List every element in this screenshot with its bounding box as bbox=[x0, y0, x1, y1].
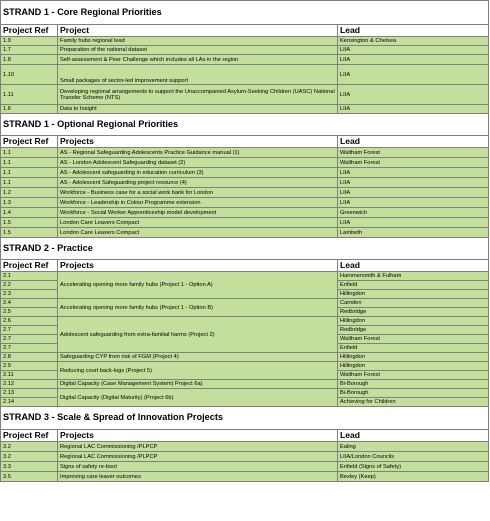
column-header-lead: Lead bbox=[338, 260, 489, 272]
cell-ref: 2.9 bbox=[1, 362, 58, 371]
cell-ref: 1.3 bbox=[1, 198, 58, 208]
cell-project: Workforce - Leadership in Colour Programme extension bbox=[58, 198, 338, 208]
cell-ref: 2.8 bbox=[1, 353, 58, 362]
cell-project: AS - London Adolescent Safeguarding dataset (2) bbox=[58, 158, 338, 168]
column-header-lead: Lead bbox=[338, 430, 489, 442]
cell-project: Safeguarding CYP from risk of FGM (Project 4) bbox=[58, 353, 338, 362]
cell-project: Digital Capacity (Digital Maturity) (Project 6b) bbox=[58, 389, 338, 407]
cell-project: Data to Insight bbox=[58, 105, 338, 114]
cell-project: Accelerating opening more family hubs (Project 1 - Option A) bbox=[58, 272, 338, 299]
cell-lead: LIIA bbox=[338, 168, 489, 178]
cell-project: Reducing court back-logs (Project 5) bbox=[58, 362, 338, 380]
cell-lead: Kensington & Chelsea bbox=[338, 37, 489, 46]
cell-lead: LIIA bbox=[338, 55, 489, 65]
cell-lead: Enfield bbox=[338, 344, 489, 353]
cell-project: Workforce - Business case for a social work bank for London bbox=[58, 188, 338, 198]
cell-ref: 2.2 bbox=[1, 281, 58, 290]
cell-lead: Bi-Borough bbox=[338, 380, 489, 389]
cell-ref: 1.1 bbox=[1, 148, 58, 158]
section-title: STRAND 1 - Core Regional Priorities bbox=[1, 1, 489, 25]
cell-lead: Camden bbox=[338, 299, 489, 308]
cell-project: Accelerating opening more family hubs (Project 1 - Option B) bbox=[58, 299, 338, 317]
column-header-projects: Projects bbox=[58, 430, 338, 442]
column-header-lead: Lead bbox=[338, 136, 489, 148]
cell-lead: LIIA bbox=[338, 85, 489, 105]
cell-project: Small packages of sector-led improvement support bbox=[58, 65, 338, 85]
cell-lead: LIIA bbox=[338, 46, 489, 55]
column-header-ref: Project Ref bbox=[1, 260, 58, 272]
cell-lead: LIIA bbox=[338, 105, 489, 114]
cell-lead: Hillingdon bbox=[338, 362, 489, 371]
cell-lead: Waltham Forest bbox=[338, 371, 489, 380]
cell-ref: 1.7 bbox=[1, 46, 58, 55]
cell-ref: 1.11 bbox=[1, 85, 58, 105]
cell-ref: 1.9 bbox=[1, 37, 58, 46]
cell-project: AS - Adolescent safeguarding in education curriculum (3) bbox=[58, 168, 338, 178]
cell-project: Developing regional arrangements to support the Unaccompanied Asylum-Seeking Children (UASC) National Transfer Scheme (NTS) bbox=[58, 85, 338, 105]
cell-ref: 1.5 bbox=[1, 218, 58, 228]
cell-lead: Hillingdon bbox=[338, 317, 489, 326]
section-title: STRAND 1 - Optional Regional Priorities bbox=[1, 114, 489, 136]
cell-project: Digital Capacity (Case Management System) Project 6a) bbox=[58, 380, 338, 389]
cell-lead: LIIA bbox=[338, 198, 489, 208]
cell-lead: Hillingdon bbox=[338, 353, 489, 362]
cell-ref: 2.7 bbox=[1, 335, 58, 344]
cell-ref: 2.14 bbox=[1, 398, 58, 407]
cell-ref: 1.4 bbox=[1, 208, 58, 218]
cell-lead: Achieving for Children bbox=[338, 398, 489, 407]
cell-lead: Bi-Borough bbox=[338, 389, 489, 398]
cell-lead: Redbridge bbox=[338, 308, 489, 317]
section-title: STRAND 2 - Practice bbox=[1, 238, 489, 260]
cell-lead: Waltham Forest bbox=[338, 148, 489, 158]
cell-lead: Greenwich bbox=[338, 208, 489, 218]
cell-ref: 1.10 bbox=[1, 65, 58, 85]
cell-ref: 1.1 bbox=[1, 168, 58, 178]
cell-ref: 2.1 bbox=[1, 272, 58, 281]
cell-ref: 1.1 bbox=[1, 178, 58, 188]
cell-ref: 2.7 bbox=[1, 326, 58, 335]
cell-lead: Hammersmith & Fulham bbox=[338, 272, 489, 281]
cell-ref: 3.3 bbox=[1, 462, 58, 472]
cell-lead: Lambeth bbox=[338, 228, 489, 238]
cell-project: Improving care leaver outcomes bbox=[58, 472, 338, 482]
cell-project: Regional LAC Commissioning /PLPCP bbox=[58, 442, 338, 452]
cell-lead: LIIA bbox=[338, 188, 489, 198]
cell-ref: 1.6 bbox=[1, 105, 58, 114]
cell-lead: LIIA/London Councils bbox=[338, 452, 489, 462]
cell-lead: Enfield bbox=[338, 281, 489, 290]
cell-ref: 2.13 bbox=[1, 389, 58, 398]
column-header-ref: Project Ref bbox=[1, 430, 58, 442]
cell-project: Self-assessment & Peer Challenge which includes all LAs in the region bbox=[58, 55, 338, 65]
cell-ref: 2.12 bbox=[1, 380, 58, 389]
cell-ref: 2.5 bbox=[1, 308, 58, 317]
cell-ref: 2.3 bbox=[1, 290, 58, 299]
cell-project: Preparation of the national dataset bbox=[58, 46, 338, 55]
cell-lead: LIIA bbox=[338, 218, 489, 228]
cell-project: Regional LAC Commissioning /PLPCP bbox=[58, 452, 338, 462]
cell-lead: LIIA bbox=[338, 65, 489, 85]
cell-ref: 3.2 bbox=[1, 442, 58, 452]
column-header-ref: Project Ref bbox=[1, 25, 58, 37]
cell-ref: 2.4 bbox=[1, 299, 58, 308]
cell-project: London Care Leavers Compact bbox=[58, 228, 338, 238]
column-header-project: Project bbox=[58, 25, 338, 37]
cell-ref: 3.2 bbox=[1, 452, 58, 462]
cell-ref: 1.2 bbox=[1, 188, 58, 198]
column-header-ref: Project Ref bbox=[1, 136, 58, 148]
cell-project: Family hubs regional lead bbox=[58, 37, 338, 46]
cell-project: Workforce - Social Worker Apprenticeship model development bbox=[58, 208, 338, 218]
cell-project: AS - Adolescent Safeguarding project resource (4) bbox=[58, 178, 338, 188]
cell-lead: Bexley (Keep) bbox=[338, 472, 489, 482]
cell-project: London Care Leavers Compact bbox=[58, 218, 338, 228]
column-header-lead: Lead bbox=[338, 25, 489, 37]
cell-ref: 2.11 bbox=[1, 371, 58, 380]
cell-ref: 1.5 bbox=[1, 228, 58, 238]
cell-project: Adolescent safeguarding from extra-familial harms (Project 2) bbox=[58, 317, 338, 353]
cell-project: Signs of safety re-boot bbox=[58, 462, 338, 472]
section-title: STRAND 3 - Scale & Spread of Innovation Projects bbox=[1, 407, 489, 430]
cell-lead: Enfield (Signs of Safety) bbox=[338, 462, 489, 472]
column-header-projects: Projects bbox=[58, 260, 338, 272]
cell-ref: 1.8 bbox=[1, 55, 58, 65]
cell-lead: LIIA bbox=[338, 178, 489, 188]
cell-lead: Ealing bbox=[338, 442, 489, 452]
cell-lead: Redbridge bbox=[338, 326, 489, 335]
cell-ref: 3.5 bbox=[1, 472, 58, 482]
cell-lead: Hillingdon bbox=[338, 290, 489, 299]
cell-lead: Waltham Forest bbox=[338, 158, 489, 168]
column-header-projects: Projects bbox=[58, 136, 338, 148]
cell-ref: 1.1 bbox=[1, 158, 58, 168]
cell-ref: 2.6 bbox=[1, 317, 58, 326]
cell-lead: Waltham Forest bbox=[338, 335, 489, 344]
cell-project: AS - Regional Safeguarding Adolescents Practice Guidance manual (1) bbox=[58, 148, 338, 158]
cell-ref: 2.7 bbox=[1, 344, 58, 353]
